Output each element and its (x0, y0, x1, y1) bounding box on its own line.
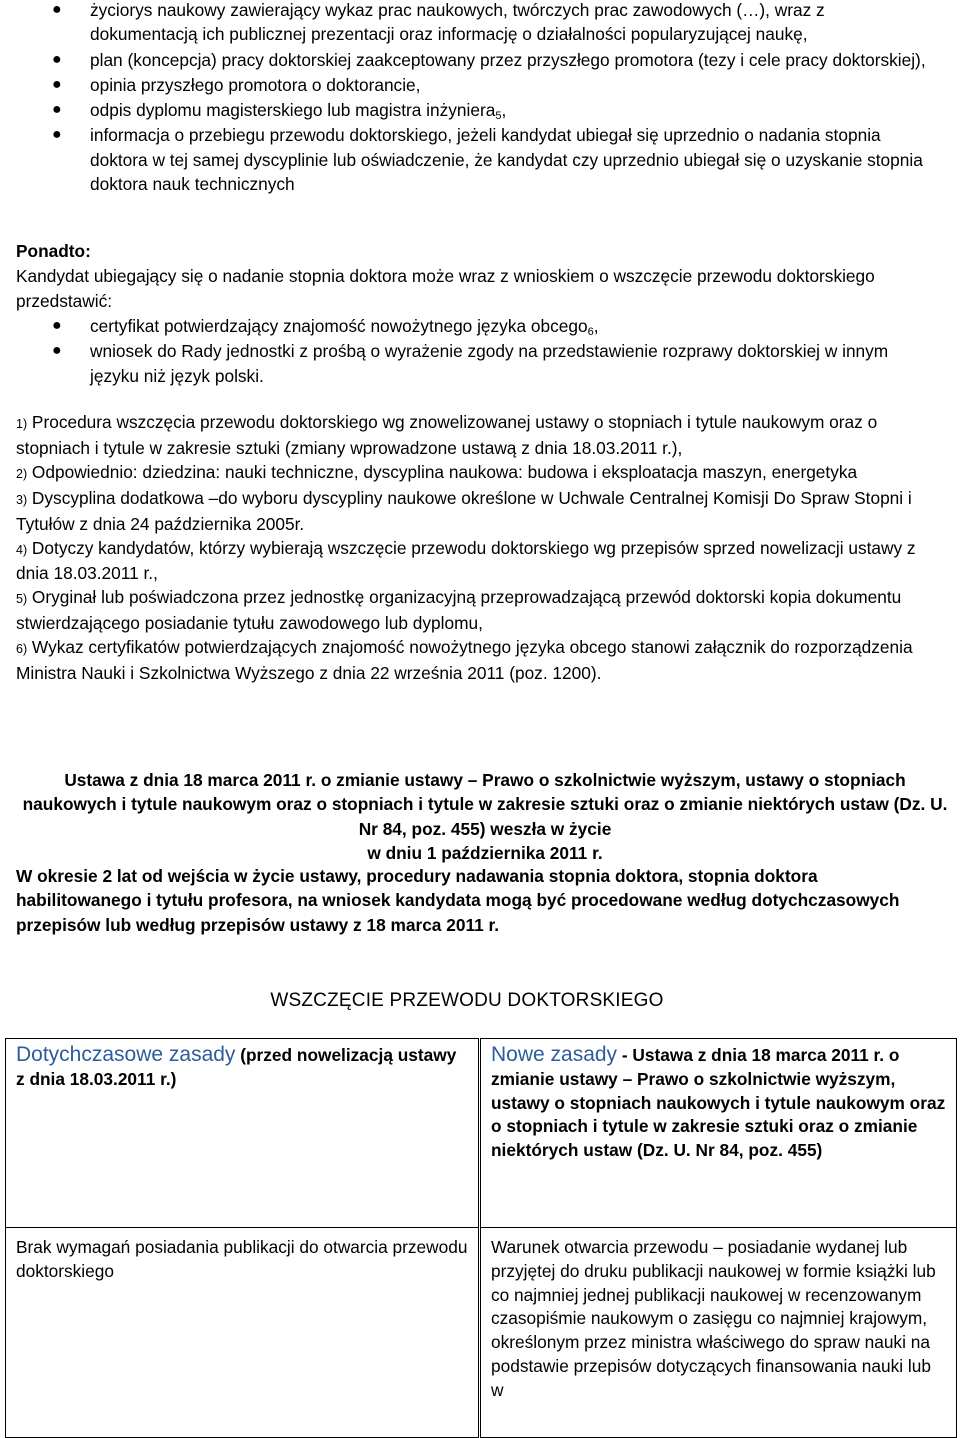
footnote (16, 586, 940, 636)
footnote-text: Oryginał lub poświadczona przez jednostkę organizacyjną przeprowadzającą przewód doktorski kopia dokumentu stwierdzającego posiadanie tytułu zawodowego lub dyplomu, (16, 587, 902, 634)
footnote (16, 461, 940, 487)
ponadto-section (16, 239, 940, 313)
footnote-marker: 5 (495, 110, 502, 123)
footnote-number: 1) (16, 417, 28, 431)
header-new-accent: Nowe zasady (491, 1043, 618, 1066)
list-item (0, 123, 960, 196)
bullet-icon: ● (52, 101, 62, 119)
footnote-text: Dotyczy kandydatów, którzy wybierają wszczęcie przewodu doktorskiego wg przepisów sprzed nowelizacji ustawy z dnia 18.03.2011 r., (16, 537, 916, 584)
list-item-text: opinia przyszłego promotora o doktorancie, (90, 74, 421, 95)
list-item-text: certyfikat potwierdzający znajomość nowożytnego języka obcego (90, 316, 588, 336)
bullet-icon: ● (52, 317, 62, 334)
footnote (16, 537, 940, 587)
footnote-number: 3) (16, 492, 28, 507)
footnote (16, 636, 940, 686)
table-cell-old-publication (5, 1227, 479, 1438)
bullet-icon: ● (52, 50, 62, 68)
bullet-icon: ● (52, 75, 62, 93)
footnote (16, 411, 940, 461)
list-item-tail: , (501, 100, 507, 121)
list-item (0, 73, 960, 97)
ponadto-text: Kandydat ubiegający się o nadanie stopnia doktora może wraz z wnioskiem o wszczęcie przewodu doktorskiego przedstawić: (16, 266, 875, 311)
requirements-list (0, 0, 960, 196)
bullet-icon: ● (52, 1, 62, 18)
header-new-rest: - Ustawa z dnia 18 marca 2011 r. o zmianie ustawy – Prawo o szkolnictwie wyższym, ustawy o stopniach naukowych i tytule naukowym oraz o stopniach i tytule w zakresie sztuki oraz o zmianie niektórych ustaw (Dz. U. Nr 84, poz. 455) (491, 1045, 946, 1161)
footnote-number: 4) (16, 542, 28, 557)
cell-new-text: Warunek otwarcia przewodu – posiadanie wydanej lub przyjętej do druku publikacji naukowej w formie książki lub co najmniej jednej publikacji naukowej w recenzowanym czasopiśmie naukowym o zasięgu co najmniej krajowym, określonym przez ministra właściwego do spraw nauki na podstawie przepisów dotyczących finansowania nauki lub w (491, 1237, 936, 1400)
header-new-text (491, 1043, 946, 1163)
table-cell-new-publication (480, 1227, 957, 1438)
table-header-new-rules (480, 1038, 957, 1228)
footnote-number: 6) (16, 642, 28, 657)
list-item-tail: , (593, 316, 599, 336)
ponadto-label: Ponadto: (16, 241, 91, 261)
footnote-marker: 6 (587, 326, 594, 338)
list-item (0, 98, 960, 122)
footnote-text: Procedura wszczęcia przewodu doktorskiego wg znowelizowanej ustawy o stopniach i tytule naukowym oraz o stopniach i tytule w zakresie sztuki (zmiany wprowadzone ustawą z dnia 18.03.2011 r.), (16, 412, 878, 458)
list-item-text: plan (koncepcja) pracy doktorskiej zaakceptowany przez przyszłego promotora (tezy i cele pracy doktorskiej), (90, 49, 926, 70)
law-notice-paragraph: W okresie 2 lat od wejścia w życie ustawy, procedury nadawania stopnia doktora, stopnia doktora habilitowanego i tytułu profesora, na wniosek kandydata mogą być procedowane według dotychczasowych przepisów lub według przepisów ustawy z 18 marca 2011 r. (16, 866, 900, 935)
comparison-table (5, 1038, 957, 1438)
list-item-text: wniosek do Rady jednostki z prośbą o wyrażenie zgody na przedstawienie rozprawy doktorskiej w innym języku niż język polski. (90, 341, 889, 386)
header-old-rest: (przed nowelizacją ustawy z dnia 18.03.2011 r.) (16, 1045, 457, 1089)
bullet-icon: ● (52, 342, 62, 360)
list-item-text: informacja o przebiegu przewodu doktorskiego, jeżeli kandydat ubiegał się uprzednio o nadania stopnia doktora w tej samej dyscyplinie lub oświadczenie, że kandydat czy uprzednio ubiegał się o uzyskanie stopnia doktora nauk technicznych (90, 125, 923, 195)
list-item (0, 339, 960, 388)
section-heading: WSZCZĘCIE PRZEWODU DOKTORSKIEGO (270, 990, 664, 1011)
footnotes (16, 411, 940, 686)
footnote-number: 2) (16, 466, 28, 481)
optional-documents-list (0, 314, 960, 388)
header-old-text (16, 1043, 468, 1092)
list-item (0, 48, 960, 72)
list-item (0, 0, 960, 47)
law-notice-title: Ustawa z dnia 18 marca 2011 r. o zmianie ustawy – Prawo o szkolnictwie wyższym, ustawy o stopniach naukowych i tytule naukowym oraz o stopniach i tytule w zakresie sztuki oraz o zmianie niektórych ustaw (Dz. U. Nr 84, poz. 455) weszła w życie (22, 770, 948, 839)
footnote-text: Dyscyplina dodatkowa –do wyboru dyscypliny naukowe określone w Uchwale Centralnej Komisji Do Spraw Stopni i Tytułów z dnia 24 października 2005r. (16, 487, 912, 534)
law-notice-date: w dniu 1 października 2011 r. (367, 843, 603, 863)
footnote-text: Odpowiednio: dziedzina: nauki techniczne, dyscyplina naukowa: budowa i eksploatacja maszyn, energetyka (27, 461, 858, 482)
header-old-accent: Dotychczasowe zasady (16, 1043, 236, 1066)
footnote (16, 487, 940, 537)
footnote-text: Wykaz certyfikatów potwierdzających znajomość nowożytnego języka obcego stanowi załącznik do rozporządzenia Ministra Nauki i Szkolnictwa Wyższego z dnia 22 września 2011 (poz. 1200). (16, 637, 913, 684)
bullet-icon: ● (52, 126, 62, 144)
cell-old-text: Brak wymagań posiadania publikacji do otwarcia przewodu doktorskiego (16, 1237, 468, 1281)
list-item (0, 314, 960, 338)
list-item-text: życiorys naukowy zawierający wykaz prac naukowych, twórczych prac zawodowych (…), wraz z dokumentacją ich publicznej prezentacji oraz informację o działalności popularyzującej naukę, (90, 0, 825, 45)
list-item-text: odpis dyplomu magisterskiego lub magistra inżyniera (90, 100, 496, 121)
table-header-old-rules (5, 1038, 479, 1228)
footnote-number: 5) (16, 592, 28, 607)
